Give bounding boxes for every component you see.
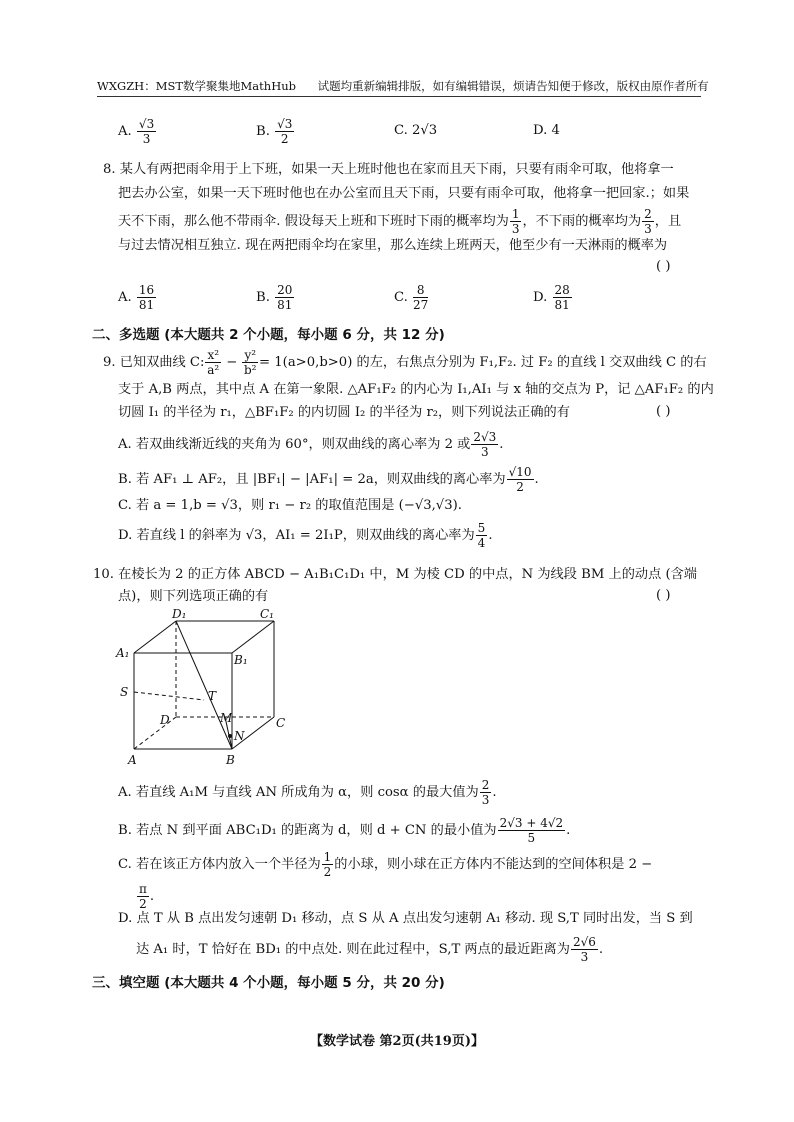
q7-option-a: A. $\frac{√3}{3}$	[118, 117, 155, 146]
edge-ad	[134, 717, 176, 749]
q9-line-2: 支于 A,B 两点，其中点 A 在第一象限. △AF₁F₂ 的内心为 I₁,AI₁ 与 x 轴的交点为 P，记 △AF₁F₂ 的内	[118, 382, 714, 397]
q10-line-1: 10. 在棱长为 2 的正方体 ABCD − A₁B₁C₁D₁ 中，M 为棱 CD 的中点，N 为线段 BM 上的动点 (含端	[93, 567, 697, 582]
q9-line-3: 切圆 I₁ 的半径为 r₁，△BF₁F₂ 的内切圆 I₂ 的半径为 r₂，则下列说法正确的有	[118, 405, 570, 420]
label-n: N	[234, 729, 245, 743]
q10-line-2: 点)，则下列选项正确的有	[118, 589, 269, 604]
q8-line-1: 8. 某人有两把雨伞用于上下班，如果一天上班时他也在家而且天下雨，只要有雨伞可取，他将拿一	[103, 162, 674, 177]
label-s: S	[120, 685, 129, 699]
q10-option-c-line-1: C. 若在该正方体内放入一个半径为 $\frac{1}{2}$ 的小球，则小球在正方体内不能达到的空间体积是 2 −	[118, 850, 653, 879]
label-c: C	[276, 716, 286, 730]
label-b1: B₁	[234, 653, 248, 667]
q8-answer-paren: ( )	[656, 259, 671, 274]
section-2-heading: 二、多选题 (本大题共 2 个小题，每小题 6 分，共 12 分)	[92, 327, 445, 343]
q10-option-a: A. 若直线 A₁M 与直线 AN 所成角为 α，则 cosα 的最大值为 $\frac{2}{3}$ .	[118, 778, 497, 807]
q10-answer-paren: ( )	[656, 588, 671, 603]
label-t: T	[208, 689, 217, 703]
q9-answer-paren: ( )	[656, 404, 671, 419]
edge-b1c1	[232, 621, 274, 653]
q8-line-2: 把去办公室，如果一天下班时他也在办公室而且天下雨，只要有雨伞可取，他将拿一把回家.；如果	[118, 186, 690, 201]
q10-option-b: B. 若点 N 到平面 ABC₁D₁ 的距离为 d，则 d + CN 的最小值为 $\frac{2√3 + 4√2}{5}$ .	[118, 816, 571, 845]
page-footer: 【数学试卷 第2页(共19页)】	[310, 1034, 484, 1049]
q7-option-d: D. 4	[533, 123, 560, 138]
label-m: M	[220, 711, 233, 725]
q7-option-b: B. $\frac{√3}{2}$	[256, 117, 293, 146]
q8-line-4: 与过去情况相互独立. 现在两把雨伞均在家里，那么连续上班两天，他至少有一天淋雨的概率为	[118, 238, 668, 253]
label-c1: C₁	[260, 607, 274, 621]
header-left: WXGZH：MST数学聚集地MathHub	[97, 79, 296, 93]
q8-option-c: C. $\frac{8}{27}$	[394, 283, 429, 312]
q9-line-1: 9. 已知双曲线 C: $\frac{\text{x²}}{\text{a²}}$ − $\frac{\text{y²}}{\text{b²}}$ = 1(a>0,b>0) 的左，右焦点分别为 F₁,F₂. 过 F₂ 的直线 l 交双曲线 C 的右	[103, 348, 707, 377]
label-a: A	[128, 753, 137, 767]
q10-option-c-line-2: $\frac{\pi}{2}$ .	[139, 882, 155, 911]
q8-option-d: D. $\frac{28}{81}$	[533, 283, 570, 312]
q10-option-d-line-1: D. 点 T 从 B 点出发匀速朝 D₁ 移动，点 S 从 A 点出发匀速朝 A₁ 移动. 现 S,T 同时出发，当 S 到	[118, 911, 693, 926]
diagonal-bd1	[176, 621, 232, 749]
cube-figure	[110, 604, 300, 770]
point-n	[228, 734, 232, 738]
edge-a1d1	[134, 621, 176, 653]
q9-option-b: B. 若 AF₁ ⊥ AF₂，且 |BF₁| − |AF₁| = 2a，则双曲线的离心率为 $\frac{√10}{2}$ .	[118, 465, 539, 494]
page-header	[97, 78, 709, 94]
label-d1: D₁	[172, 607, 187, 621]
header-right: 试题均重新编辑排版，如有编辑错误，烦请告知便于修改，版权由原作者所有	[317, 79, 709, 93]
segment-st	[134, 692, 204, 700]
label-a1: A₁	[116, 646, 130, 660]
q8-option-a: A. $\frac{16}{81}$	[118, 283, 155, 312]
header-divider	[97, 96, 701, 97]
q10-option-d-line-2: 达 A₁ 时，T 恰好在 BD₁ 的中点处. 则在此过程中，S,T 两点的最近距离为 $\frac{2√6}{3}$ .	[136, 935, 604, 964]
q9-option-a: A. 若双曲线渐近线的夹角为 60°，则双曲线的离心率为 2 或 $\frac{2√3}{3}$ .	[118, 430, 504, 459]
q9-option-d: D. 若直线 l 的斜率为 √3，AI₁ = 2I₁P，则双曲线的离心率为 $\frac{5}{4}$ .	[118, 521, 493, 550]
q9-option-c: C. 若 a = 1,b = √3，则 r₁ − r₂ 的取值范围是 (−√3,√3).	[118, 498, 462, 513]
q7-option-c: C. 2√3	[394, 123, 438, 138]
section-3-heading: 三、填空题 (本大题共 4 个小题，每小题 5 分，共 20 分)	[92, 975, 445, 991]
q8-option-b: B. $\frac{20}{81}$	[256, 283, 293, 312]
q8-line-3: 天不下雨，那么他不带雨伞. 假设每天上班和下班时下雨的概率均为 $\frac{1}{3}$ ，不下雨的概率均为 $\frac{2}{3}$ ，且	[118, 207, 682, 236]
label-b: B	[226, 753, 235, 767]
label-d: D	[160, 713, 170, 727]
